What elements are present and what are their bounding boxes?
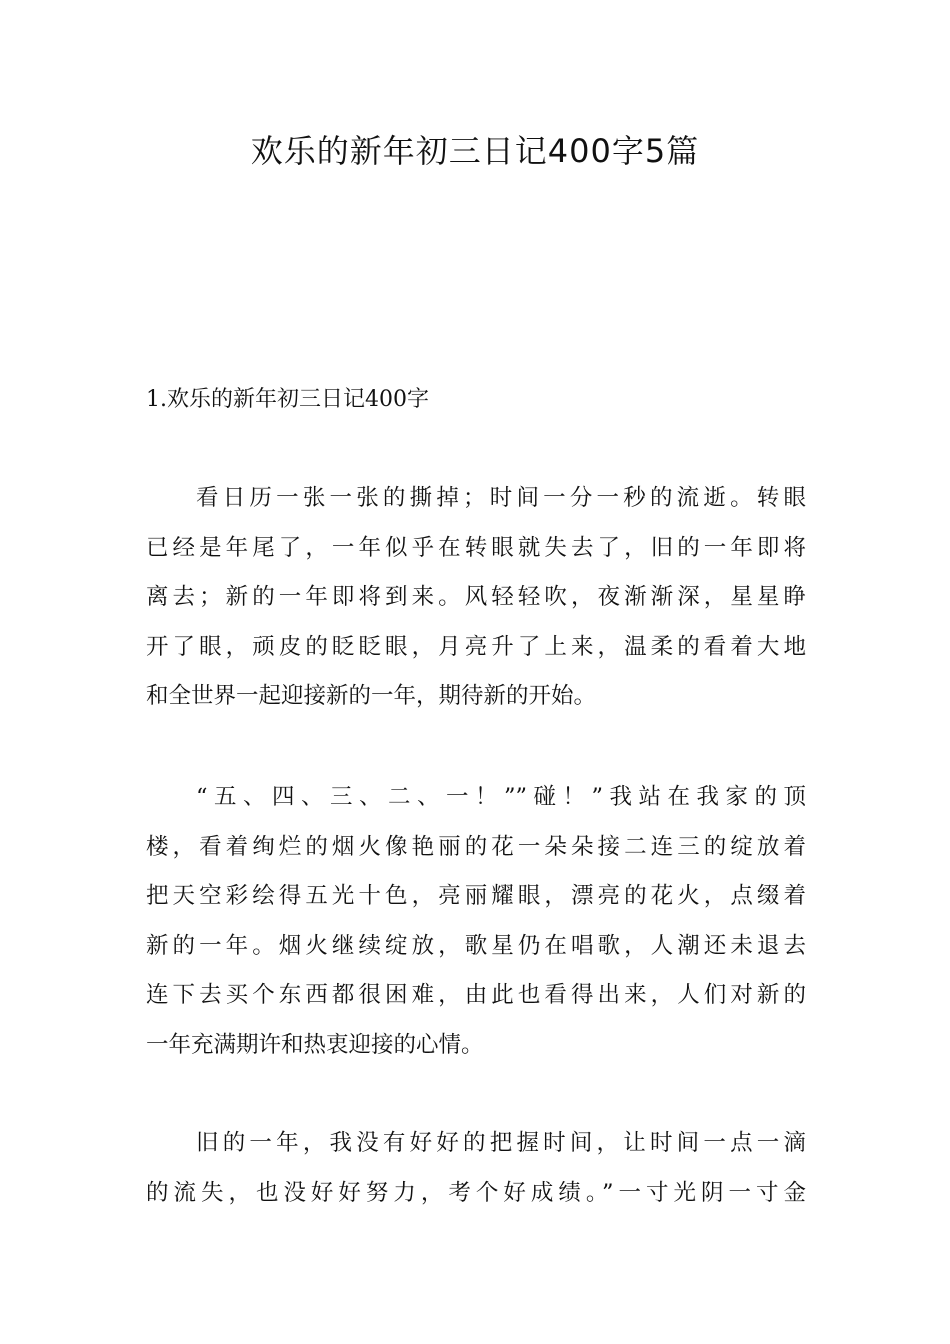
paragraph-line: 楼，看着绚烂的烟火像艳丽的花一朵朵接二连三的绽放着 bbox=[146, 833, 806, 860]
document-title: 欢乐的新年初三日记400字5篇 bbox=[250, 132, 700, 170]
paragraph-line: “五、四、三、二、一！””碰！”我站在我家的顶 bbox=[196, 784, 806, 810]
paragraph-line: 新的一年。烟火继续绽放，歌星仍在唱歌，人潮还未退去 bbox=[146, 932, 806, 959]
paragraph-line: 开了眼，顽皮的眨眨眼，月亮升了上来，温柔的看着大地 bbox=[146, 633, 806, 660]
paragraph-line: 旧的一年，我没有好好的把握时间，让时间一点一滴 bbox=[196, 1130, 806, 1156]
paragraph-line: 一年充满期许和热衷迎接的心情。 bbox=[146, 1031, 484, 1058]
paragraph-line: 把天空彩绘得五光十色，亮丽耀眼，漂亮的花火，点缀着 bbox=[146, 883, 806, 910]
paragraph-line: 离去；新的一年即将到来。风轻轻吹，夜渐渐深，星星睁 bbox=[146, 584, 806, 611]
paragraph-line: 看日历一张一张的撕掉；时间一分一秒的流逝。转眼 bbox=[196, 485, 806, 511]
section-heading: 1.欢乐的新年初三日记400字 bbox=[146, 387, 429, 412]
paragraph-line: 的流失，也没好好努力，考个好成绩。”一寸光阴一寸金 bbox=[146, 1179, 806, 1206]
paragraph-3 bbox=[146, 1119, 806, 1218]
paragraph-1 bbox=[146, 474, 806, 722]
paragraph-line: 连下去买个东西都很困难，由此也看得出来，人们对新的 bbox=[146, 982, 806, 1009]
paragraph-line: 和全世界一起迎接新的一年，期待新的开始。 bbox=[146, 683, 597, 710]
paragraph-2 bbox=[146, 773, 806, 1071]
paragraph-line: 已经是年尾了，一年似乎在转眼就失去了，旧的一年即将 bbox=[146, 534, 806, 561]
